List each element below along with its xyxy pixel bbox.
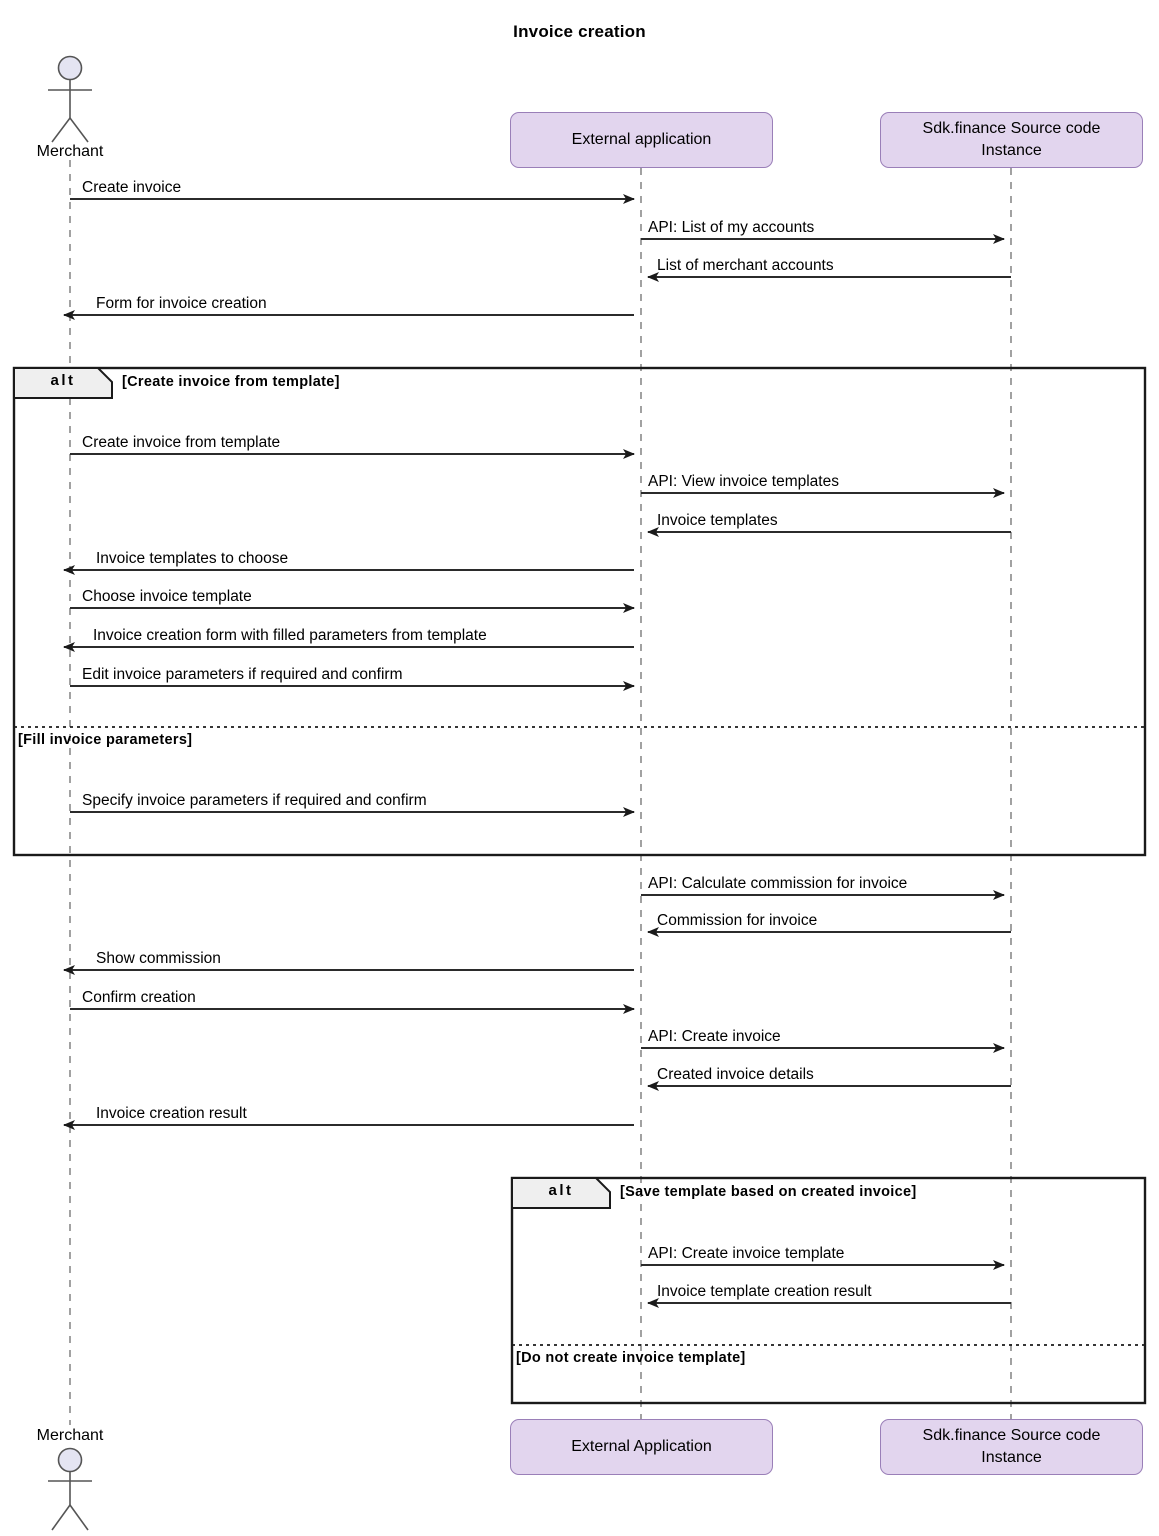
message-label-m21: Invoice template creation result: [657, 1283, 872, 1300]
message-label-m07: Invoice templates: [657, 512, 778, 529]
message-label-m03: List of merchant accounts: [657, 257, 834, 274]
message-label-m08: Invoice templates to choose: [96, 550, 289, 567]
participant-box-sdk-finance-top[interactable]: [880, 112, 1143, 168]
participant-label-sdk-finance-top-line2: Instance: [981, 142, 1042, 159]
message-label-m15: Show commission: [96, 950, 221, 967]
message-label-m12: Specify invoice parameters if required and confirm: [82, 792, 427, 809]
fragment-operator-alt-1: alt: [50, 372, 76, 389]
fragment-guard-alt-2-section-1: [Save template based on created invoice]: [620, 1184, 917, 1200]
actor-merchant-bottom: [48, 1449, 92, 1531]
participant-label-external-application-top: External application: [571, 131, 712, 148]
actor-merchant-top: [48, 57, 92, 143]
participant-label-sdk-finance-bottom-line1: Sdk.finance Source code: [922, 1427, 1101, 1445]
message-label-m18: Created invoice details: [657, 1066, 814, 1083]
message-label-m14: Commission for invoice: [657, 912, 818, 929]
message-label-m10: Invoice creation form with filled parameters from template: [93, 627, 487, 644]
fragment-guard-alt-2-section-2: [Do not create invoice template]: [516, 1350, 746, 1366]
message-label-m20: API: Create invoice template: [648, 1245, 845, 1262]
message-label-m06: API: View invoice templates: [648, 473, 839, 490]
participant-label-sdk-finance-bottom-line2: Instance: [981, 1449, 1042, 1466]
actor-label-merchant-bottom: Merchant: [36, 1427, 104, 1444]
participant-box-external-application-top[interactable]: [510, 112, 773, 168]
actor-label-merchant-top: Merchant: [36, 143, 104, 160]
participant-box-sdk-finance-bottom[interactable]: [880, 1419, 1143, 1475]
message-label-m09: Choose invoice template: [82, 588, 252, 605]
page-title: Invoice creation: [513, 22, 646, 41]
message-label-m05: Create invoice from template: [82, 434, 281, 451]
fragment-operator-alt-2: alt: [548, 1182, 574, 1199]
message-label-m17: API: Create invoice: [648, 1028, 781, 1045]
message-arrows: [64, 199, 1011, 1303]
message-label-m19: Invoice creation result: [96, 1105, 247, 1122]
participant-label-external-application-bottom: External Application: [571, 1438, 712, 1455]
fragment-guard-alt-1-section-2: [Fill invoice parameters]: [18, 732, 193, 748]
message-label-m13: API: Calculate commission for invoice: [648, 875, 908, 892]
fragment-guard-alt-1-section-1: [Create invoice from template]: [122, 374, 340, 390]
message-label-m01: Create invoice: [82, 179, 182, 196]
message-label-m04: Form for invoice creation: [96, 295, 267, 312]
message-label-m11: Edit invoice parameters if required and confirm: [82, 666, 403, 683]
message-label-m16: Confirm creation: [82, 989, 196, 1006]
participant-box-external-application-bottom[interactable]: [510, 1419, 773, 1475]
message-label-m02: API: List of my accounts: [648, 219, 815, 236]
participant-label-sdk-finance-top-line1: Sdk.finance Source code: [922, 120, 1101, 138]
